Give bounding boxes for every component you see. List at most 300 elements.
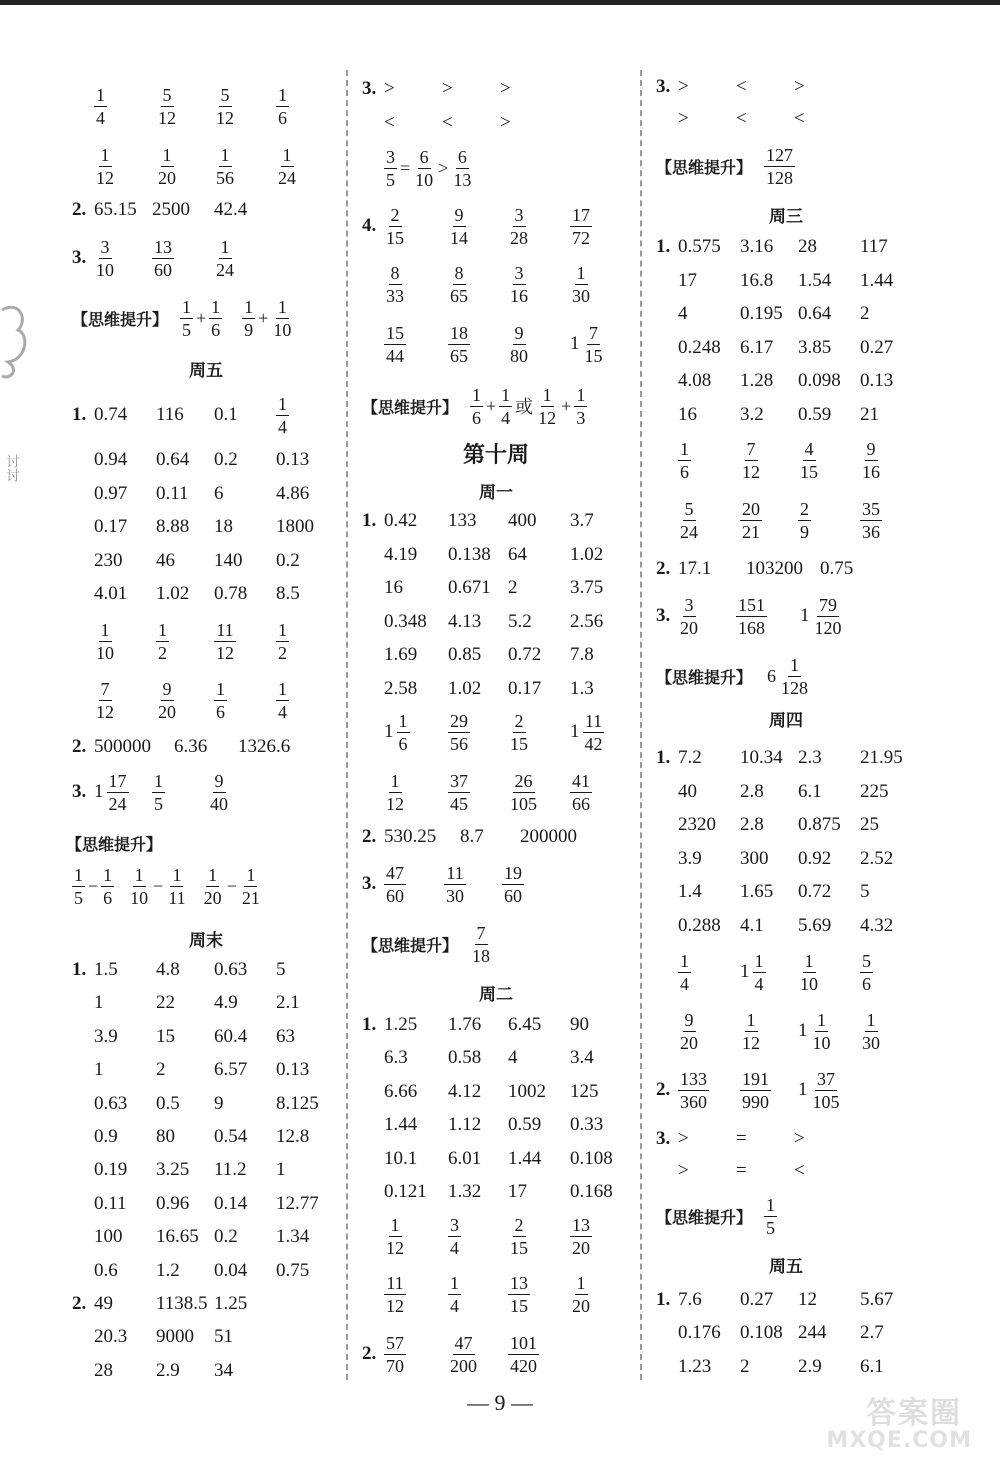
answer-value: 1 [94,1059,104,1081]
fraction-stack [740,1011,762,1052]
fraction [202,866,224,907]
denominator: 20 [680,1032,698,1053]
answer-value: 1.32 [448,1181,482,1202]
answer-value: 1.2 [156,1259,180,1281]
fraction-stack [678,952,691,993]
fraction [508,712,570,753]
answer-value: 0.13 [860,370,894,392]
answer-value: 1.25 [384,1014,418,1035]
answer-value: 90 [570,1014,589,1035]
fraction-stack [753,952,766,993]
numerator: 1 [277,296,287,317]
fraction-stack [208,772,230,813]
answer-value: 17 [678,269,697,291]
numerator: 9 [454,204,464,225]
fraction [448,772,508,813]
fraction [448,264,508,305]
denominator: 105 [510,793,537,814]
answer-value: 4.9 [214,992,238,1014]
denominator: 10 [130,887,149,908]
numerator: 1 [398,710,408,731]
answer-value: 0.64 [156,449,190,470]
answer-row [362,1110,628,1140]
answer-value: < [736,108,747,129]
fraction-stack [384,206,406,247]
answer-value: 0.9 [94,1126,118,1147]
question-number: 4. [362,215,377,236]
answer-value: 0.288 [678,915,721,936]
fraction-stack [152,772,165,813]
thinking-row [72,292,293,344]
day-title: 周三 [769,207,803,227]
fraction-stack [470,924,492,965]
answer-value: 65.15 [94,199,137,220]
fraction-stack [779,656,810,697]
fraction-stack [384,264,406,305]
watermark-line1: 答案圈 [866,1396,962,1431]
fraction-stack [508,206,530,247]
denominator: 4 [754,973,764,994]
answer-row [656,1285,916,1315]
answer-value: 4 [508,1047,518,1069]
thinking-label: 【思维提升】 [362,935,459,955]
answer-value: 4.01 [94,583,128,605]
fraction [94,86,156,127]
answer-value: 3.7 [570,510,594,531]
answer-value: 530.25 [384,826,437,847]
fraction [570,1216,628,1257]
numerator: 191 [742,1068,769,1089]
fraction [736,596,800,637]
denominator: 13 [453,169,472,190]
operator: − [88,875,99,896]
answer-value: 0.92 [798,847,832,869]
answer-value: 4.08 [678,370,712,392]
denominator: 200 [450,1355,477,1376]
fraction-stack [276,395,289,436]
fraction-stack [798,952,820,993]
answer-row [362,640,628,670]
column-divider [346,70,348,1380]
fraction [800,596,870,637]
numerator: 151 [738,594,765,615]
denominator: 6 [680,461,689,482]
fraction-row [362,766,628,818]
answer-value: 12 [798,1289,817,1310]
answer-value: 2 [860,303,870,325]
fraction [740,500,798,541]
answer-value: 1138.5 [156,1293,208,1314]
answer-value: 49 [94,1293,113,1314]
answer-value: 0.14 [214,1192,248,1214]
answer-value: 117 [860,236,888,257]
denominator: 12 [216,107,234,128]
column-divider [640,70,642,1380]
fraction-stack [570,772,592,813]
fraction-row [656,1005,916,1057]
numerator: 3 [514,262,524,283]
answer-value: 2 [156,1059,166,1081]
answer-value: 7.2 [678,747,702,768]
fraction [570,712,628,753]
fraction-stack [156,86,178,127]
fraction [152,238,214,279]
whole-number: 1 [798,1020,808,1041]
answer-value: 230 [94,549,123,571]
denominator: 14 [450,227,468,248]
denominator: 56 [216,167,234,188]
answer-row [656,72,852,102]
answer-value: 60.4 [214,1025,248,1047]
denominator: 20 [572,1237,590,1258]
answer-value: 0.108 [570,1147,613,1169]
thinking-row [656,1190,777,1242]
numerator: 1 [100,619,110,640]
fraction-stack [384,148,397,189]
answer-value: 0.6 [94,1259,118,1281]
answer-value: 6 [214,482,224,504]
fraction-stack [570,206,592,247]
answer-value: 5.2 [508,610,532,632]
binding-mark-icon [0,300,30,380]
denominator: 12 [742,461,760,482]
answer-value: 20.3 [94,1326,128,1348]
fraction-stack [736,596,767,637]
fraction-stack [413,148,435,189]
question-number: 2. [362,1343,377,1364]
denominator: 6 [216,701,225,722]
day-title: 周五 [189,361,223,381]
denominator: 360 [680,1091,707,1112]
fraction-stack [180,298,193,339]
denominator: 5 [766,1217,776,1238]
fraction [740,952,798,993]
fraction-stack [214,680,227,721]
fraction-stack [451,148,473,189]
answer-value: 5 [860,881,870,903]
denominator: 24 [216,259,234,280]
answer-value: 0.96 [156,1192,190,1214]
answer-row [656,777,916,807]
denominator: 28 [510,227,528,248]
comparison-chain [362,142,473,194]
fraction-stack [502,864,524,905]
numerator: 11 [446,862,464,883]
denominator: 21 [742,521,760,542]
numerator: 1 [450,1272,459,1293]
fraction [448,206,508,247]
fraction-stack [384,1274,406,1315]
answer-value: 2.56 [570,610,604,632]
answer-value: 22 [156,992,175,1014]
denominator: 2 [158,642,167,663]
numerator: 1 [182,296,192,317]
question-number: 3. [656,76,671,97]
numerator: 1 [576,384,586,405]
answer-value: 12.77 [276,1192,319,1214]
denominator: 65 [450,345,468,366]
numerator: 5 [220,84,230,105]
denominator: 65 [450,285,468,306]
denominator: 10 [96,642,114,663]
fraction-row [362,858,562,910]
fraction [384,206,448,247]
watermark-line2: MXQE.COM [826,1428,972,1453]
denominator: 15 [510,733,528,754]
fraction-stack [202,866,224,907]
fraction-stack [94,86,107,127]
numerator: 1 [282,144,292,165]
fraction-row [72,80,334,132]
answer-value: 5 [276,959,286,980]
answer-value: 6.17 [740,336,774,358]
answer-value: 2.9 [156,1359,180,1381]
fraction-stack [583,324,605,365]
fraction-stack [764,146,795,187]
numerator: 1 [866,1009,876,1030]
fraction [448,1216,508,1257]
fraction [570,206,628,247]
numerator: 11 [584,710,603,731]
numerator: 1 [74,864,83,885]
answer-value: 1.44 [384,1114,418,1136]
denominator: 40 [210,793,228,814]
fraction-stack [740,500,762,541]
answer-value: 1326.6 [238,736,291,757]
fraction [214,238,272,279]
answer-value: 16.65 [156,1226,199,1248]
answer-value: 3.9 [678,847,702,869]
answer-row [72,1122,334,1152]
numerator: 1 [246,864,256,885]
answer-value: 1.12 [448,1114,482,1136]
fraction [678,500,740,541]
fraction [214,146,276,187]
answer-row [362,540,628,570]
numerator: 127 [766,144,794,165]
fraction-stack [811,1070,842,1111]
thinking-label: 【思维提升】 [656,667,753,687]
answer-value: 17.1 [678,558,712,579]
answer-value: 0.59 [508,1114,542,1136]
answer-row [656,554,880,584]
fraction-stack [166,866,187,907]
answer-value: 116 [156,404,184,425]
numerator: 9 [214,770,224,791]
fraction [72,866,85,907]
fraction-stack [811,1011,833,1052]
denominator: 24 [680,521,698,542]
fraction [448,712,508,753]
fraction [94,238,152,279]
denominator: 9 [800,521,809,542]
question-number: 3. [362,873,377,894]
denominator: 11 [168,887,186,908]
fraction [570,1274,628,1315]
question-number: 2. [72,199,87,220]
denominator: 18 [472,945,491,966]
answer-value: 4.13 [448,610,482,632]
fraction-stack [156,621,169,662]
fraction-stack [209,298,222,339]
answer-value: 300 [740,847,769,869]
answer-value: 1 [276,1159,286,1181]
answer-value: 1.02 [448,678,482,699]
denominator: 36 [862,521,880,542]
denominator: 70 [386,1355,404,1376]
denominator: 24 [278,167,296,188]
fraction [798,1011,860,1052]
answer-row [362,607,628,637]
thinking-label: 【思维提升】 [656,1207,753,1227]
answer-value: 2.8 [740,780,764,802]
question-number: 3. [72,781,87,802]
fraction-stack [678,1011,700,1052]
fraction-row [656,434,916,486]
answer-value: 0.97 [94,482,128,504]
fraction-stack [240,866,262,907]
fraction [508,324,570,365]
fraction [536,386,558,427]
numerator: 5 [684,498,694,519]
fraction [860,1011,916,1052]
answer-value: 0.63 [94,1092,128,1114]
answer-value: 16 [678,404,697,425]
answer-row [656,266,916,296]
operator: 6 [767,665,777,686]
denominator: 128 [766,167,794,188]
fraction [502,864,562,905]
fraction-stack [101,866,114,907]
answer-value: 0.58 [448,1047,482,1069]
answer-value: 8.7 [460,826,484,847]
fraction [166,866,187,907]
answer-value: 7.6 [678,1289,702,1310]
numerator: 26 [514,770,533,791]
answer-value: < [794,1160,805,1181]
fraction [570,324,628,365]
fraction-stack [94,621,116,662]
answer-value: 2500 [152,199,190,220]
answer-row [656,232,916,262]
answer-value: 0.72 [508,644,542,666]
numerator: 2 [390,204,400,225]
answer-value: 10.1 [384,1147,418,1169]
denominator: 16 [510,285,528,306]
day-title: 周四 [769,711,803,731]
fraction [860,952,916,993]
numerator: 1 [390,1214,400,1235]
fraction-stack [798,440,820,481]
denominator: 5 [386,169,395,190]
fraction-stack [740,440,762,481]
day-title: 周末 [189,931,223,951]
numerator: 13 [572,1214,590,1235]
denominator: 4 [450,1295,459,1316]
fraction [470,924,492,965]
numerator: 1 [154,770,163,791]
answer-value: 400 [508,510,537,531]
fraction [451,148,473,189]
numerator: 41 [572,770,590,791]
fraction [740,1011,798,1052]
answer-row [72,579,334,609]
answer-value: < [794,108,805,129]
answer-value: 0.195 [740,303,783,325]
answer-value: 6.1 [798,780,822,802]
numerator: 1 [172,864,182,885]
numerator: 11 [386,1272,404,1293]
answer-value: 0.27 [860,336,894,358]
denominator: 105 [812,1091,840,1112]
denominator: 420 [510,1355,537,1376]
answer-value: 21 [860,404,879,425]
numerator: 4 [804,438,814,459]
answer-row [362,74,558,104]
answer-value: = [736,1160,747,1181]
answer-value: 1.3 [570,678,594,699]
numerator: 1 [100,144,110,165]
numerator: 20 [742,498,760,519]
fraction-row [362,706,628,758]
watermark-logo [806,1388,982,1454]
answer-value: > [678,76,689,97]
fraction [214,621,276,662]
answer-row [72,1322,276,1352]
denominator: 12 [158,107,176,128]
answer-value: 2.9 [798,1355,822,1377]
fraction [276,146,334,187]
fraction-stack [276,680,289,721]
answer-row [656,1352,916,1382]
answer-row [362,1043,628,1073]
fraction-stack [448,712,470,753]
denominator: 9 [244,319,254,340]
denominator: 10 [800,973,818,994]
denominator: 4 [680,973,689,994]
fraction-stack [574,386,587,427]
denominator: 20 [680,617,698,638]
numerator: 15 [386,322,404,343]
thinking-label: 【思维提升】 [66,834,163,854]
denominator: 15 [386,227,404,248]
numerator: 47 [454,1332,473,1353]
answer-value: 5.67 [860,1289,894,1310]
answer-value: 125 [570,1080,599,1102]
answer-value: 0.64 [798,303,832,325]
answer-value: 1800 [276,516,314,538]
numerator: 18 [450,322,468,343]
answer-value: 1.44 [508,1147,542,1169]
question-number: 1. [656,747,671,768]
numerator: 1 [96,84,105,105]
denominator: 6 [278,107,287,128]
answer-value: 133 [448,510,477,531]
fraction-stack [678,440,691,481]
answer-value: 9 [214,1092,224,1114]
denominator: 10 [273,319,292,340]
fraction [860,440,916,481]
answer-value: 8.125 [276,1092,319,1114]
answer-row [656,1318,916,1348]
denominator: 15 [510,1295,528,1316]
question-number: 1. [72,404,87,425]
fraction-stack [156,146,178,187]
fraction [384,148,397,189]
fraction [798,1070,868,1111]
answer-value: 63 [276,1025,295,1047]
answer-value: 4.32 [860,915,894,936]
